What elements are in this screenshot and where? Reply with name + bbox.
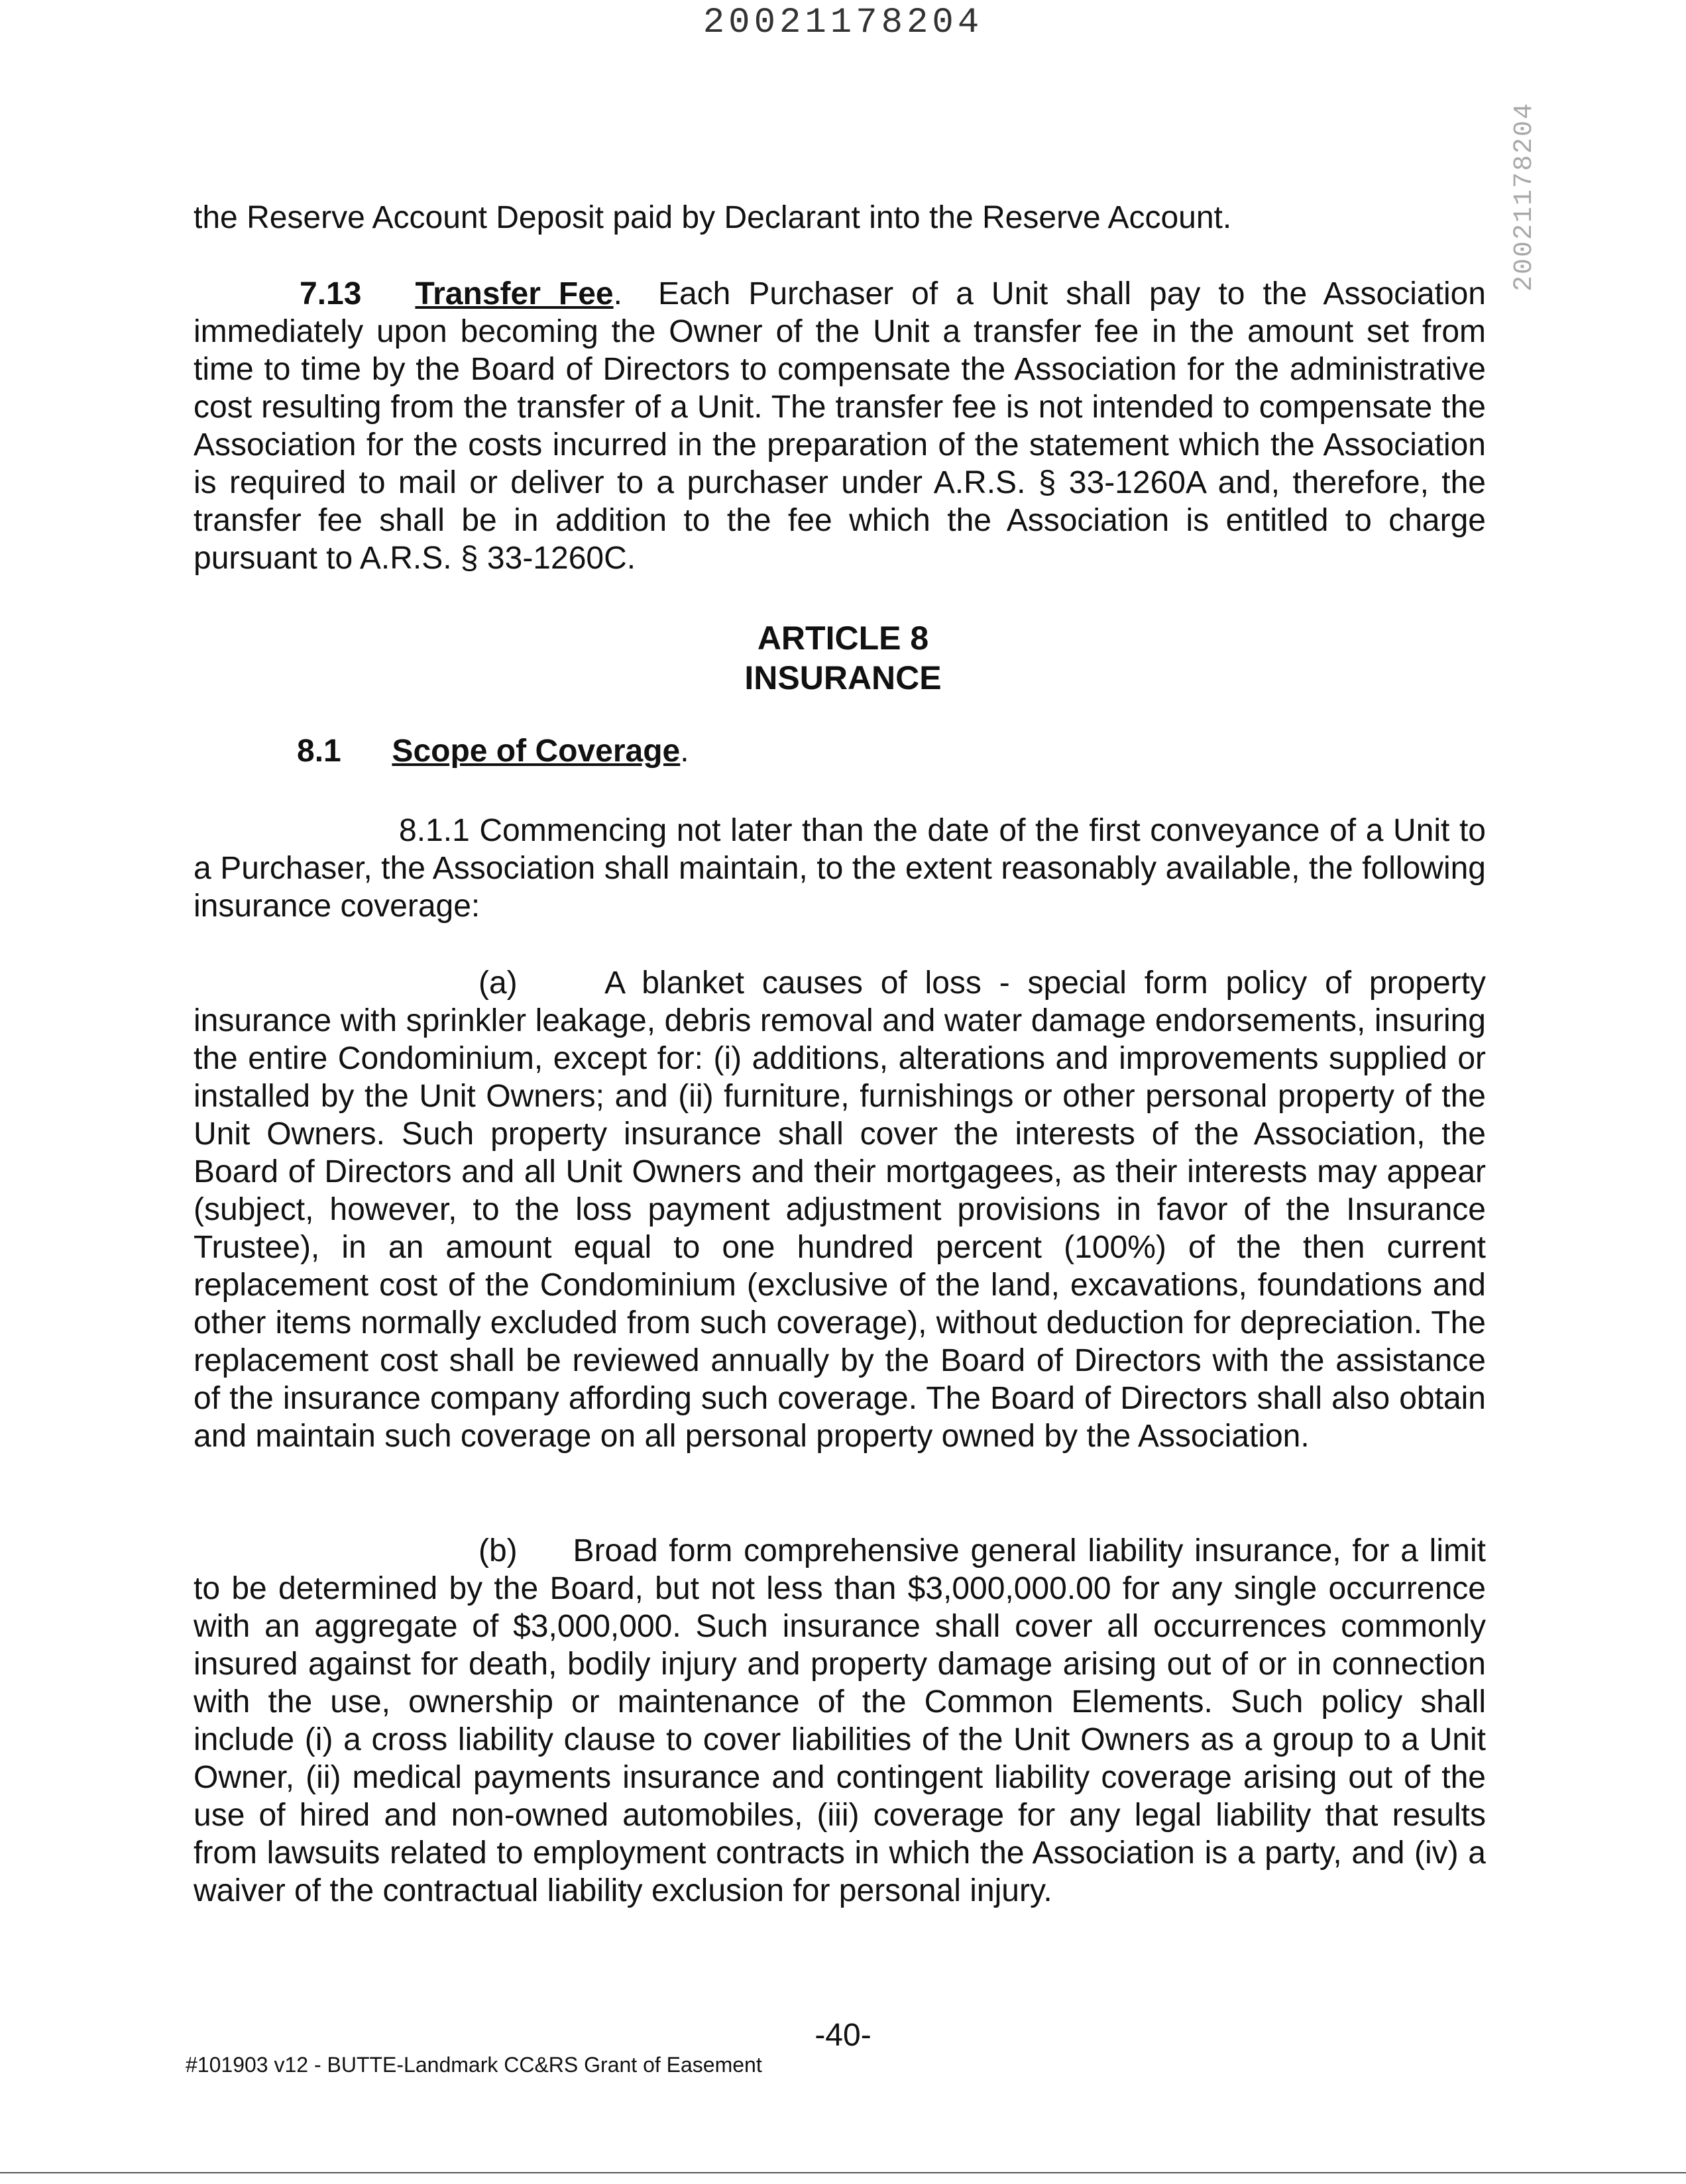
section-8-1-number: 8.1 xyxy=(297,734,341,769)
article-title: INSURANCE xyxy=(744,659,942,696)
item-b-label: (b) xyxy=(478,1533,518,1568)
section-7-13-text: Each Purchaser of a Unit shall pay to the Association immediately upon becoming the Owner of the Unit a transfer fee in the amount set from time to time by the Board of Directors to compensate the Association for the administrative cost resulting from the transfer of a Unit. The transfer fee is not intended to compensate the Association for the costs incurred in the preparation of the statement which the Association is required to mail or deliver to a purchaser under A.R.S. § 33-1260A and, therefore, the transfer fee shall be in addition to the fee which the Association is entitled to charge pursuant to A.R.S. § 33-1260C. xyxy=(194,276,1486,576)
item-a-paragraph xyxy=(194,964,1486,1455)
section-8-1: 8.1 Scope of Coverage. xyxy=(297,734,689,769)
item-a-text: A blanket causes of loss - special form policy of property insurance with sprinkler leakage, debris removal and water damage endorsements, insuring the entire Condominium, except for: (i) additions, alterations and improvements supplied or installed by the Unit Owners; and (ii) furniture, furnishings or other personal property of the Unit Owners. Such property insurance shall cover the interests of the Association, the Board of Directors and all Unit Owners and their mortgagees, as their interests may appear (subject, however, to the loss payment adjustment provisions in favor of the Insurance Trustee), in an amount equal to one hundred percent (100%) of the then current replacement cost of the Condominium (exclusive of the land, excavations, foundations and other items normally excluded from such coverage), without deduction for depreciation. The replacement cost shall be reviewed annually by the Board of Directors with the assistance of the insurance company affording such coverage. The Board of Directors shall also obtain and maintain such coverage on all personal property owned by the Association. xyxy=(194,965,1486,1454)
item-b xyxy=(194,1532,1486,1910)
side-stamp-text: 20021178204 xyxy=(1510,101,1540,292)
section-8-1-1-text: 8.1.1 Commencing not later than the date of the first conveyance of a Unit to a Purchaser, the Association shall maintain, to the extent reasonably available, the following insurance coverage: xyxy=(194,813,1486,924)
item-a xyxy=(194,964,1486,1455)
section-7-13 xyxy=(194,275,1486,577)
section-8-1-title: Scope of Coverage xyxy=(392,734,681,769)
item-a-label: (a) xyxy=(478,965,518,1001)
bottom-rule xyxy=(0,2172,1686,2173)
item-b-paragraph xyxy=(194,1532,1486,1910)
page-number: -40- xyxy=(815,2018,871,2053)
continuation-paragraph xyxy=(194,199,1486,237)
section-7-13-number: 7.13 xyxy=(300,276,362,311)
article-heading xyxy=(0,618,1686,698)
footer-doc-id: #101903 v12 - BUTTE-Landmark CC&RS Grant of Easement xyxy=(186,2053,762,2077)
section-7-13-title: Transfer Fee xyxy=(415,276,614,311)
article-number: ARTICLE 8 xyxy=(757,620,929,657)
continuation-text: the Reserve Account Deposit paid by Declarant into the Reserve Account. xyxy=(194,200,1232,235)
section-8-1-1 xyxy=(194,812,1486,925)
section-7-13-paragraph: 7.13 Transfer Fee. Each Purchaser of a Unit shall pay to the Association immediately upon becoming the Owner of the Unit a transfer fee in the amount set from time to time by the Board of Directors to compensate the Association for the administrative cost resulting from the transfer of a Unit. The transfer fee is not intended to compensate the Association for the costs incurred in the preparation of the statement which the Association is required to mail or deliver to a purchaser under A.R.S. § 33-1260A and, therefore, the transfer fee shall be in addition to the fee which the Association is entitled to charge pursuant to A.R.S. § 33-1260C. xyxy=(194,276,1486,576)
side-stamp xyxy=(1503,86,1556,298)
item-b-text: Broad form comprehensive general liability insurance, for a limit to be determined by the Board, but not less than $3,000,000.00 for any single occurrence with an aggregate of $3,000,000. Such insurance shall cover all occurrences commonly insured against for death, bodily injury and property damage arising out of or in connection with the use, ownership or maintenance of the Common Elements. Such policy shall include (i) a cross liability clause to cover liabilities of the Unit Owners as a group to a Unit Owner, (ii) medical payments insurance and contingent liability coverage arising out of the use of hired and non-owned automobiles, (iii) coverage for any legal liability that results from lawsuits related to employment contracts in which the Association is a party, and (iv) a waiver of the contractual liability exclusion for personal injury. xyxy=(194,1533,1486,1908)
document-number: 20021178204 xyxy=(702,3,984,43)
